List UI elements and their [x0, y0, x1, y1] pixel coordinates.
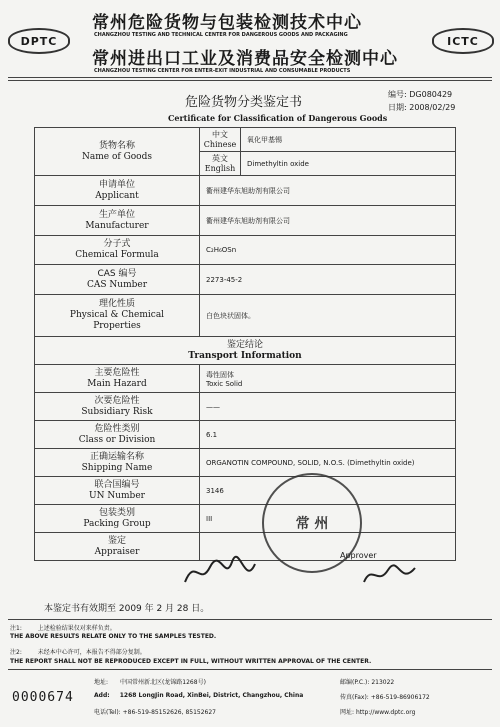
goods-name-en: Dimethyltin oxide: [241, 152, 456, 176]
fax-value: +86-519-86906172: [370, 694, 430, 701]
class-label: [35, 421, 200, 449]
note-1-text-cn: 上述检验结果仅对来样负责。: [37, 625, 116, 632]
applicant-label: [35, 176, 200, 206]
properties-value: 白色块状固体。: [200, 295, 456, 337]
english-label-en: English: [204, 163, 236, 173]
note-2-text-cn: 未经本中心许可，本报告不得部分复制。: [37, 649, 146, 656]
chinese-label: [200, 128, 241, 152]
subsidiary-risk-label-en: Subsidiary Risk: [81, 406, 153, 417]
postcode-label: 邮编(P.C.):: [340, 679, 370, 686]
packing-group-label-en: Packing Group: [83, 518, 151, 529]
cas-value: 2273-45-2: [200, 265, 456, 295]
cas-label-cn: CAS 编号: [97, 268, 137, 279]
manufacturer-label: [35, 206, 200, 236]
telephone-value: +86-519-85152626, 85152627: [122, 709, 216, 716]
ictc-logo: [432, 28, 494, 54]
name-of-goods-label: [35, 128, 200, 176]
properties-label-en-2: Properties: [93, 321, 141, 331]
doc-date-label: 日期:: [388, 103, 407, 112]
certificate-table: [34, 127, 456, 561]
class-value: 6.1: [200, 421, 456, 449]
website-label: 网址:: [340, 709, 355, 716]
serial-number: 0000674: [12, 690, 74, 705]
formula-label-en: Chemical Formula: [75, 250, 159, 260]
note-1-cn: [10, 623, 116, 632]
transport-header-en: Transport Information: [188, 350, 302, 361]
chinese-label-cn: 中文: [212, 129, 228, 139]
formula-label-cn: 分子式: [103, 239, 131, 249]
main-hazard-value-en: Toxic Solid: [206, 379, 243, 388]
doc-date: [388, 102, 455, 113]
name-of-goods-label-cn: 货物名称: [98, 140, 135, 151]
cas-label-en: CAS Number: [86, 279, 147, 290]
telephone: [94, 707, 216, 716]
manufacturer-label-en: Manufacturer: [85, 220, 149, 231]
subsidiary-risk-value: ——: [200, 393, 456, 421]
class-label-en: Class or Division: [78, 434, 156, 445]
main-hazard-value-cn: 毒性固体: [206, 370, 234, 379]
packing-group-label: [35, 505, 200, 533]
shipping-name-label-cn: 正确运输名称: [89, 451, 144, 462]
address-cn: [94, 677, 206, 686]
org2-name-en: CHANGZHOU TESTING CENTER FOR ENTER-EXIT INDUSTRIAL AND CONSUMABLE PRODUCTS: [94, 68, 351, 74]
un-number-value: 3146: [200, 477, 456, 505]
packing-group-label-cn: 包装类别: [98, 507, 135, 518]
class-label-cn: 危险性类别: [94, 423, 140, 434]
fax: [340, 692, 430, 701]
address-en-label: Add:: [94, 692, 110, 699]
un-number-label-en: UN Number: [89, 490, 145, 501]
goods-name-cn: 氧化甲基锡: [241, 128, 456, 152]
address-en-value: 1268 LongJin Road, XinBei, District, Changzhou, China: [119, 692, 304, 699]
transport-header-cn: 鉴定结论: [226, 339, 263, 350]
address-en: [94, 692, 303, 699]
manufacturer-value: 衢州建华东旭助剂有限公司: [200, 206, 456, 236]
transport-header: [35, 337, 456, 365]
applicant-label-cn: 申请单位: [98, 179, 135, 190]
shipping-name-value: ORGANOTIN COMPOUND, SOLID, N.O.S. (Dimethyltin oxide): [200, 449, 456, 477]
packing-group-value: III: [200, 505, 456, 533]
notes-rule: [8, 619, 492, 620]
cas-label: [35, 265, 200, 295]
doc-number-value: DG080429: [409, 90, 453, 99]
website: [340, 707, 415, 716]
note-1-en: THE ABOVE RESULTS RELATE ONLY TO THE SAMPLES TESTED.: [10, 633, 217, 640]
appraiser-signature: [180, 552, 260, 592]
org1-name-en: CHANGZHOU TESTING AND TECHNICAL CENTER FOR DANGEROUS GOODS AND PACKAGING: [94, 32, 348, 38]
properties-label-en: Physical & Chemical: [69, 310, 165, 320]
properties-label-cn: 理化性质: [98, 299, 135, 309]
address-cn-value: 中国常州新北区(龙锦路1268号): [119, 679, 206, 686]
org1-name-cn: 常州危险货物与包装检测技术中心: [92, 13, 362, 33]
applicant-label-en: Applicant: [95, 190, 139, 201]
doc-number-label: 编号:: [388, 90, 407, 99]
doc-date-value: 2008/02/29: [409, 103, 456, 112]
header-rule-2: [8, 80, 492, 81]
dptc-logo: [8, 28, 70, 54]
approver-label: Approver: [340, 551, 377, 560]
un-number-label-cn: 联合国编号: [94, 479, 140, 490]
note-2-cn: [10, 647, 146, 656]
doc-number: [388, 89, 452, 100]
manufacturer-label-cn: 生产单位: [98, 209, 135, 220]
main-hazard-label-en: Main Hazard: [87, 378, 147, 389]
ictc-logo-text: ICTC: [447, 34, 479, 48]
name-of-goods-label-en: Name of Goods: [82, 151, 152, 162]
telephone-label: 电话(Tel):: [94, 709, 121, 716]
address-cn-label: 地址:: [94, 679, 109, 686]
main-hazard-label-cn: 主要危险性: [94, 367, 140, 378]
formula-label: [35, 236, 200, 265]
main-hazard-value: [200, 365, 456, 393]
un-number-label: [35, 477, 200, 505]
applicant-value: 衢州建华东旭助剂有限公司: [200, 176, 456, 206]
validity-statement: 本鉴定书有效期至 2009 年 2 月 28 日。: [44, 604, 210, 614]
subsidiary-risk-label-cn: 次要危险性: [94, 395, 140, 406]
subsidiary-risk-label: [35, 393, 200, 421]
appraiser-label: [35, 533, 200, 561]
postcode-value: 213022: [371, 679, 395, 686]
appraiser-label-cn: 鉴定: [107, 535, 126, 546]
note-2-en: THE REPORT SHALL NOT BE REPRODUCED EXCEPT IN FULL, WITHOUT WRITTEN APPROVAL OF THE CENTER.: [10, 658, 372, 665]
org2-name-cn: 常州进出口工业及消费品安全检测中心: [92, 49, 398, 69]
seal-text: 常 州: [295, 516, 329, 532]
properties-label: [35, 295, 200, 337]
approver-signature: [360, 560, 420, 590]
fax-label: 传真(Fax):: [340, 694, 369, 701]
main-hazard-label: [35, 365, 200, 393]
note-2-label: 注2:: [10, 649, 22, 656]
header-rule: [8, 77, 492, 78]
shipping-name-label-en: Shipping Name: [81, 462, 153, 473]
footer-rule: [8, 669, 492, 670]
title-cn: 危险货物分类鉴定书: [185, 95, 303, 110]
website-value: http://www.dptc.org: [355, 709, 416, 716]
dptc-logo-text: DPTC: [20, 34, 58, 48]
postcode: [340, 677, 394, 686]
english-label: [200, 152, 241, 176]
appraiser-label-en: Appraiser: [94, 546, 140, 557]
shipping-name-label: [35, 449, 200, 477]
english-label-cn: 英文: [212, 153, 228, 163]
note-1-label: 注1:: [10, 625, 22, 632]
formula-value: C₂H₆OSn: [200, 236, 456, 265]
chinese-label-en: Chinese: [203, 139, 237, 149]
official-seal: [262, 473, 362, 573]
title-en: Certificate for Classification of Dangerous Goods: [168, 113, 388, 123]
